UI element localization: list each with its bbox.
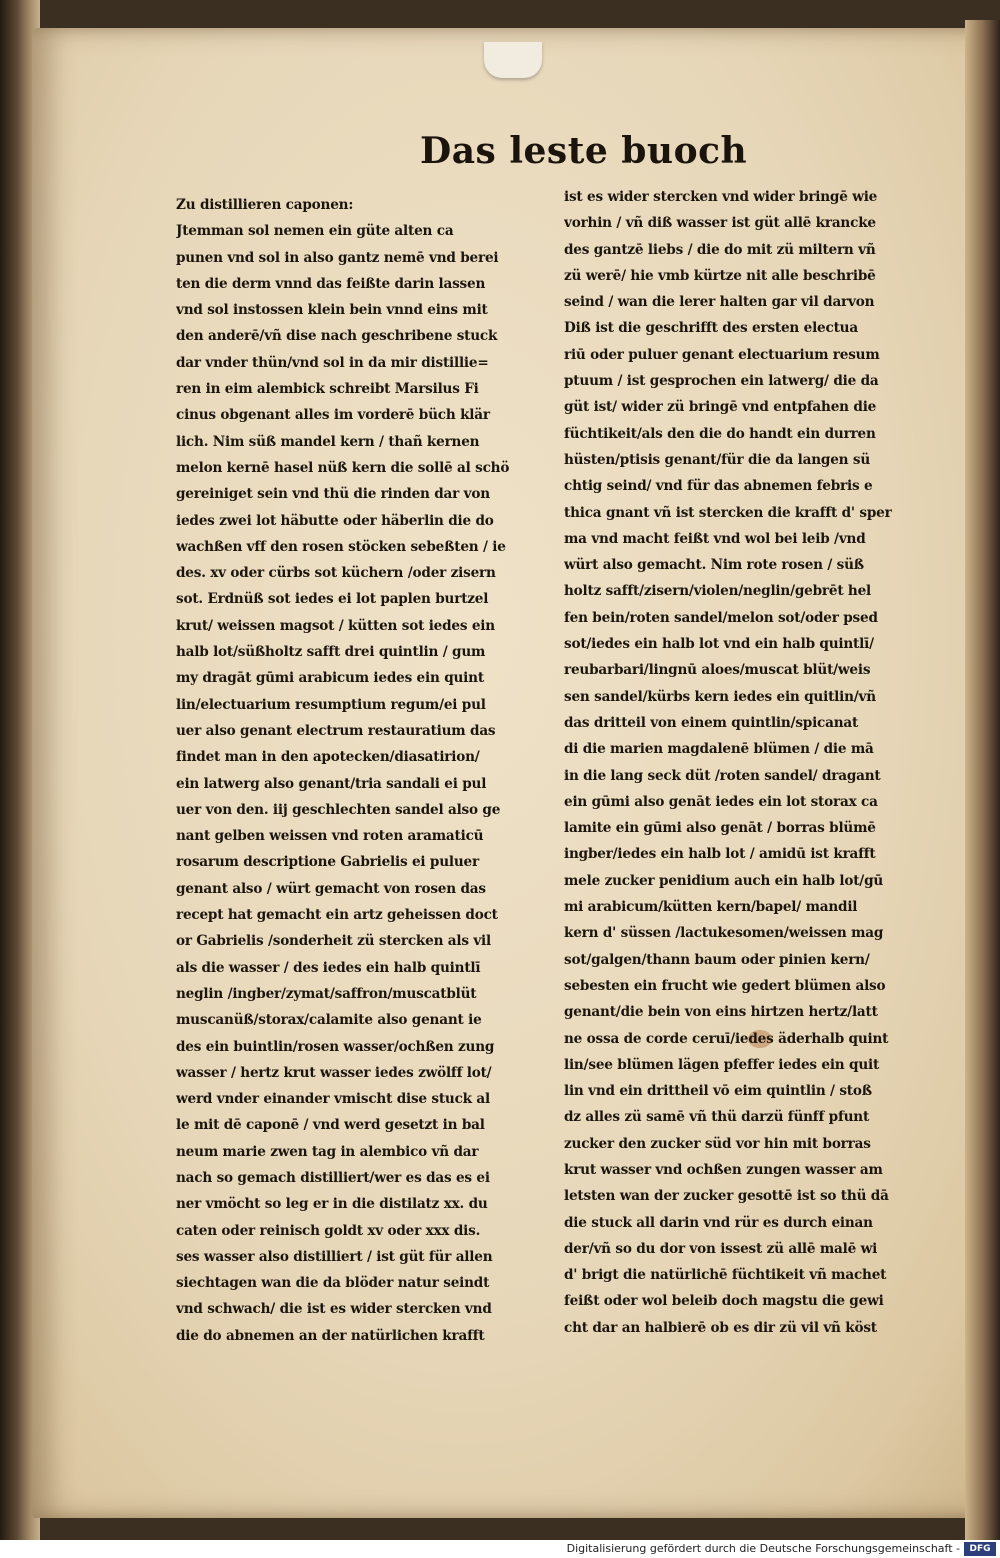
text-line: caten oder reinisch goldt xv oder xxx dis. (176, 1222, 481, 1239)
page-heading: Das leste buoch (420, 130, 748, 172)
text-line: als die wasser / des iedes ein halb quintlī (176, 959, 481, 976)
text-line: punen vnd sol in also gantz nemē vnd berei (176, 249, 499, 266)
text-line: krut wasser vnd ochßen zungen wasser am (564, 1161, 883, 1178)
text-line: fen bein/roten sandel/melon sot/oder psed (564, 609, 878, 626)
text-line: lamite ein gūmi also genāt / borras blümē (564, 820, 876, 837)
text-line: seind / wan die lerer halten gar vil darvon (564, 294, 875, 311)
text-line: sot. Erdnüß sot iedes ei lot paplen burtzel (176, 591, 489, 608)
text-line: uer von den. iij geschlechten sandel also ge (176, 801, 501, 818)
text-line: riū oder puluer genant electuarium resum (564, 346, 880, 363)
text-line: ten die derm vnnd das feißte darin lassen (176, 275, 486, 292)
text-line: letsten wan der zucker gesottē ist so thü dā (564, 1188, 889, 1205)
text-line: wachßen vff den rosen stöcken sebeßten / ie (176, 538, 506, 555)
text-line: nant gelben weissen vnd roten aramaticū (176, 828, 484, 845)
text-line: lich. Nim süß mandel kern / thañ kernen (176, 433, 480, 450)
text-line: genant also / würt gemacht von rosen das (176, 880, 486, 897)
text-line: die stuck all darin vnd rür es durch einan (564, 1214, 873, 1231)
text-line: mi arabicum/kütten kern/bapel/ mandil (564, 899, 858, 916)
text-line: werd vnder einander vmischt dise stuck al (176, 1091, 491, 1108)
text-line: gereiniget sein vnd thü die rinden dar von (176, 486, 490, 503)
text-line: sot/iedes ein halb lot vnd ein halb quintlī/ (564, 636, 874, 653)
page-right-edge (965, 20, 1000, 1540)
digitization-footer (0, 1540, 1000, 1558)
text-line: siechtagen wan die da blöder natur seindt (176, 1275, 490, 1292)
text-line: in die lang seck düt /roten sandel/ dragant (564, 767, 881, 784)
text-line: wasser / hertz krut wasser iedes zwölff lot/ (176, 1064, 492, 1081)
text-line: findet man in den apotecken/diasatirion/ (176, 749, 480, 766)
text-line: thica gnant vñ ist stercken die krafft d' sper (564, 504, 892, 521)
text-line: krut/ weissen magsot / kütten sot iedes ein (176, 617, 495, 634)
text-line: ma vnd macht feißt vnd wol bei leib /vnd (564, 530, 866, 547)
text-line: rosarum descriptione Gabrielis ei puluer (176, 854, 479, 871)
text-line: d' brigt die natürlichē füchtikeit vñ machet (564, 1267, 887, 1284)
text-line: sen sandel/kürbs kern iedes ein quitlin/vñ (564, 688, 876, 705)
text-line: ne ossa de corde ceruī/iedes äderhalb quint (564, 1030, 889, 1047)
text-line: mele zucker penidium auch ein halb lot/gū (564, 872, 884, 889)
text-line: lin/electuarium resumptium regum/ei pul (176, 696, 486, 713)
text-line: ein latwerg also genant/tria sandali ei pul (176, 775, 487, 792)
text-line: des gantzē liebs / die do mit zü miltern vñ (564, 241, 876, 258)
text-line: Zu distillieren caponen: (176, 197, 354, 213)
text-line: genant/die bein von eins hirtzen hertz/latt (564, 1004, 878, 1021)
text-line: melon kernē hasel nüß kern die sollē al schö (176, 459, 510, 476)
text-line: halb lot/süßholtz safft drei quintlin / gum (176, 644, 486, 661)
text-line: würt also gemacht. Nim rote rosen / süß (564, 557, 864, 574)
text-line: zucker den zucker süd vor hin mit borras (564, 1135, 871, 1152)
text-line: uer also genant electrum restauratium das (176, 722, 496, 739)
text-line: ren in eim alembick schreibt Marsilus Fi (176, 381, 479, 398)
text-line: or Gabrielis /sonderheit zü stercken als vil (176, 933, 491, 950)
text-line: nach so gemach distilliert/wer es das es ei (176, 1169, 490, 1186)
text-line: vorhin / vñ diß wasser ist güt allē krancke (564, 215, 876, 232)
text-line: cht dar an halbierē ob es dir zü vil vñ köst (564, 1319, 877, 1336)
text-line: vnd sol instossen klein bein vnnd eins mit (176, 302, 488, 319)
text-line: das dritteil von einem quintlin/spicanat (564, 714, 859, 731)
text-line: lin vnd ein drittheil vō eim quintlin / stoß (564, 1083, 872, 1100)
text-line: ingber/iedes ein halb lot / amidū ist krafft (564, 846, 876, 863)
text-line: my dragāt gūmi arabicum iedes ein quint (176, 670, 484, 687)
dfg-logo: DFG (964, 1542, 996, 1556)
text-line: holtz safft/zisern/violen/neglin/gebrēt hel (564, 583, 872, 600)
text-line: neglin /ingber/zymat/saffron/muscatblüt (176, 985, 477, 1002)
text-line: sot/galgen/thann baum oder pinien kern/ (564, 951, 870, 968)
text-line: vnd schwach/ die ist es wider stercken vnd (176, 1301, 492, 1318)
text-line: muscanüß/storax/calamite also genant ie (176, 1012, 482, 1029)
text-line: dz alles zü samē vñ thü darzü fünff pfunt (564, 1109, 870, 1126)
text-line: ist es wider stercken vnd wider bringē wie (564, 189, 878, 205)
text-line: le mit dē caponē / vnd werd gesetzt in bal (176, 1117, 485, 1134)
text-line: ein gūmi also genāt iedes ein lot storax ca (564, 793, 878, 810)
text-line: des ein buintlin/rosen wasser/ochßen zung (176, 1038, 495, 1055)
footer-credit: Digitalisierung gefördert durch die Deutsche Forschungsgemeinschaft - (566, 1542, 960, 1555)
text-line: füchtikeit/als den die do handt ein durren (564, 425, 876, 442)
paper-clip-mark (484, 42, 542, 78)
text-line: dar vnder thün/vnd sol in da mir distillie= (176, 354, 489, 371)
text-line: kern d' süssen /lactukesomen/weissen mag (564, 925, 884, 942)
text-line: reubarbari/lingnū aloes/muscat blüt/weis (564, 662, 871, 679)
text-line: zü werē/ hie vmb kürtze nit alle beschribē (564, 267, 876, 284)
text-line: des. xv oder cürbs sot küchern /oder zisern (176, 565, 496, 582)
text-line: die do abnemen an der natürlichen krafft (176, 1327, 485, 1344)
text-line: cinus obgenant alles im vorderē büch klär (176, 407, 490, 424)
text-line: sebesten ein frucht wie gedert blümen also (564, 977, 886, 994)
text-line: Diß ist die geschrifft des ersten electua (564, 320, 858, 337)
text-line: di die marien magdalenē blümen / die mā (564, 741, 874, 758)
text-line: iedes zwei lot häbutte oder häberlin die do (176, 512, 494, 529)
text-line: lin/see blümen lägen pfeffer iedes ein quit (564, 1056, 880, 1073)
text-line: den anderē/vñ dise nach geschribene stuck (176, 328, 498, 345)
text-line: der/vñ so du dor von issest zü allē malē wi (564, 1240, 878, 1257)
text-line: güt ist/ wider zü bringē vnd entpfahen die (564, 399, 877, 416)
left-text-column (176, 192, 548, 1349)
text-line: chtig seind/ vnd für das abnemen febris e (564, 478, 873, 495)
right-text-column (564, 184, 944, 1341)
text-line: neum marie zwen tag in alembico vñ dar (176, 1143, 479, 1160)
text-line: recept hat gemacht ein artz geheissen doct (176, 907, 498, 924)
text-line: feißt oder wol beleib doch magstu die gewi (564, 1293, 884, 1310)
text-line: hüsten/ptisis genant/für die da langen sü (564, 451, 871, 468)
text-line: ptuum / ist gesprochen ein latwerg/ die da (564, 373, 879, 390)
text-line: ner vmöcht so leg er in die distilatz xx. du (176, 1196, 488, 1213)
text-line: ses wasser also distilliert / ist güt für allen (176, 1248, 493, 1265)
text-line: Jtemman sol nemen ein güte alten ca (176, 223, 454, 240)
